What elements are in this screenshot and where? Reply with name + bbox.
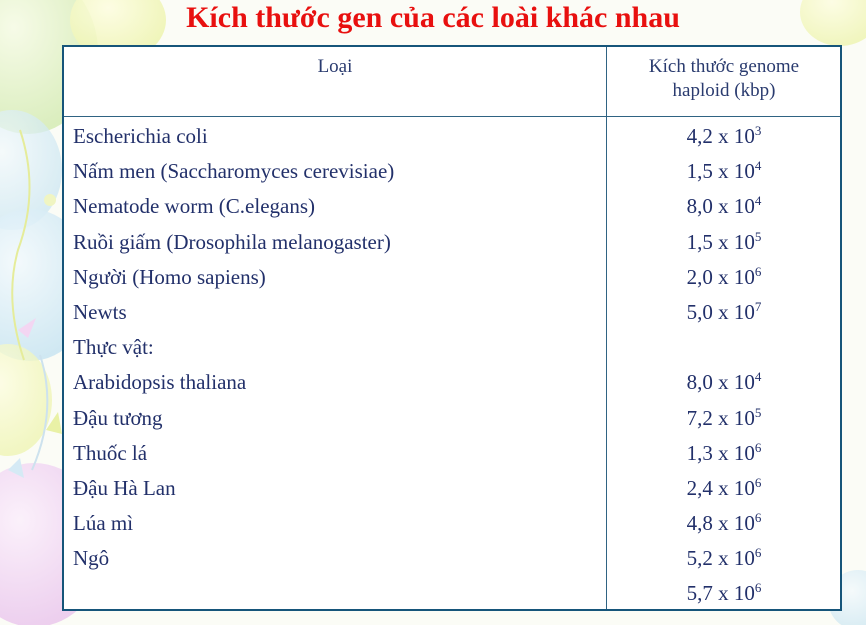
species-cell: Arabidopsis thaliana xyxy=(73,370,247,395)
genome-size-cell xyxy=(607,576,841,611)
table-body xyxy=(64,119,840,612)
genome-size-exponent: 4 xyxy=(754,158,762,174)
genome-size-cell xyxy=(607,365,841,400)
genome-size-mantissa: 2,4 x 10 xyxy=(686,475,755,500)
table-row xyxy=(64,189,840,224)
genome-size-mantissa: 4,8 x 10 xyxy=(686,511,755,536)
species-cell: Nematode worm (C.elegans) xyxy=(73,194,316,219)
genome-size-exponent: 6 xyxy=(754,580,762,596)
genome-size-exponent: 6 xyxy=(754,474,762,490)
genome-size-exponent: 5 xyxy=(754,228,762,244)
genome-size-mantissa: 4,2 x 10 xyxy=(686,124,755,148)
genome-size-cell xyxy=(607,119,841,154)
genome-size-exponent: 6 xyxy=(754,439,762,455)
header-genome-size xyxy=(607,55,841,103)
table-row xyxy=(64,506,840,541)
genome-size-mantissa: 5,2 x 10 xyxy=(686,546,755,571)
genome-size-mantissa: 5,7 x 10 xyxy=(686,581,755,606)
genome-size-mantissa: 7,2 x 10 xyxy=(686,405,755,430)
table-row xyxy=(64,330,840,365)
genome-size-cell xyxy=(607,295,841,330)
species-cell: Lúa mì xyxy=(73,511,134,536)
genome-size-exponent: 7 xyxy=(754,298,762,314)
species-cell: Escherichia coli xyxy=(73,124,208,148)
genome-size-exponent: 3 xyxy=(754,123,762,138)
table-row xyxy=(64,436,840,471)
table-row xyxy=(64,401,840,436)
species-cell: Đậu tương xyxy=(73,405,163,430)
genome-size-table xyxy=(62,45,842,611)
species-cell: Thực vật: xyxy=(73,335,154,360)
species-cell: Người (Homo sapiens) xyxy=(73,264,266,289)
genome-size-cell xyxy=(607,189,841,224)
header-species: Loại xyxy=(317,56,353,77)
header-genome-size-line2: haploid (kbp) xyxy=(672,80,776,101)
table-row xyxy=(64,119,840,154)
species-cell: Đậu Hà Lan xyxy=(73,475,176,500)
table-row xyxy=(64,576,840,611)
species-cell: Ngô xyxy=(73,546,110,571)
page-title: Kích thước gen của các loài khác nhau xyxy=(186,1,680,34)
table-row xyxy=(64,225,840,260)
genome-size-mantissa: 1,5 x 10 xyxy=(686,229,755,254)
species-cell: Ruồi giấm (Drosophila melanogaster) xyxy=(73,229,391,254)
genome-size-exponent: 6 xyxy=(754,510,762,526)
table-row xyxy=(64,154,840,189)
table-row xyxy=(64,365,840,400)
genome-size-cell xyxy=(607,225,841,260)
genome-size-exponent: 6 xyxy=(754,545,762,561)
genome-size-exponent: 4 xyxy=(754,369,762,385)
genome-size-cell xyxy=(607,260,841,295)
species-cell: Newts xyxy=(73,299,127,324)
table-row xyxy=(64,260,840,295)
table-row xyxy=(64,295,840,330)
genome-size-exponent: 5 xyxy=(754,404,762,420)
genome-size-exponent: 4 xyxy=(754,193,762,209)
genome-size-mantissa: 8,0 x 10 xyxy=(686,370,755,395)
table-row xyxy=(64,471,840,506)
genome-size-cell xyxy=(607,401,841,436)
genome-size-mantissa: 1,3 x 10 xyxy=(686,440,755,465)
table-row xyxy=(64,541,840,576)
genome-size-cell xyxy=(607,471,841,506)
genome-size-cell xyxy=(607,541,841,576)
genome-size-mantissa: 5,0 x 10 xyxy=(686,299,755,324)
genome-size-mantissa: 2,0 x 10 xyxy=(686,264,755,289)
genome-size-exponent: 6 xyxy=(754,263,762,279)
genome-size-mantissa: 1,5 x 10 xyxy=(686,159,755,184)
header-divider xyxy=(64,116,840,117)
header-genome-size-line1: Kích thước genome xyxy=(648,56,800,77)
genome-size-mantissa: 8,0 x 10 xyxy=(686,194,755,219)
genome-size-cell xyxy=(607,436,841,471)
species-cell: Nấm men (Saccharomyces cerevisiae) xyxy=(73,159,395,184)
genome-size-cell xyxy=(607,154,841,189)
genome-size-cell xyxy=(607,506,841,541)
species-cell: Thuốc lá xyxy=(73,440,148,465)
